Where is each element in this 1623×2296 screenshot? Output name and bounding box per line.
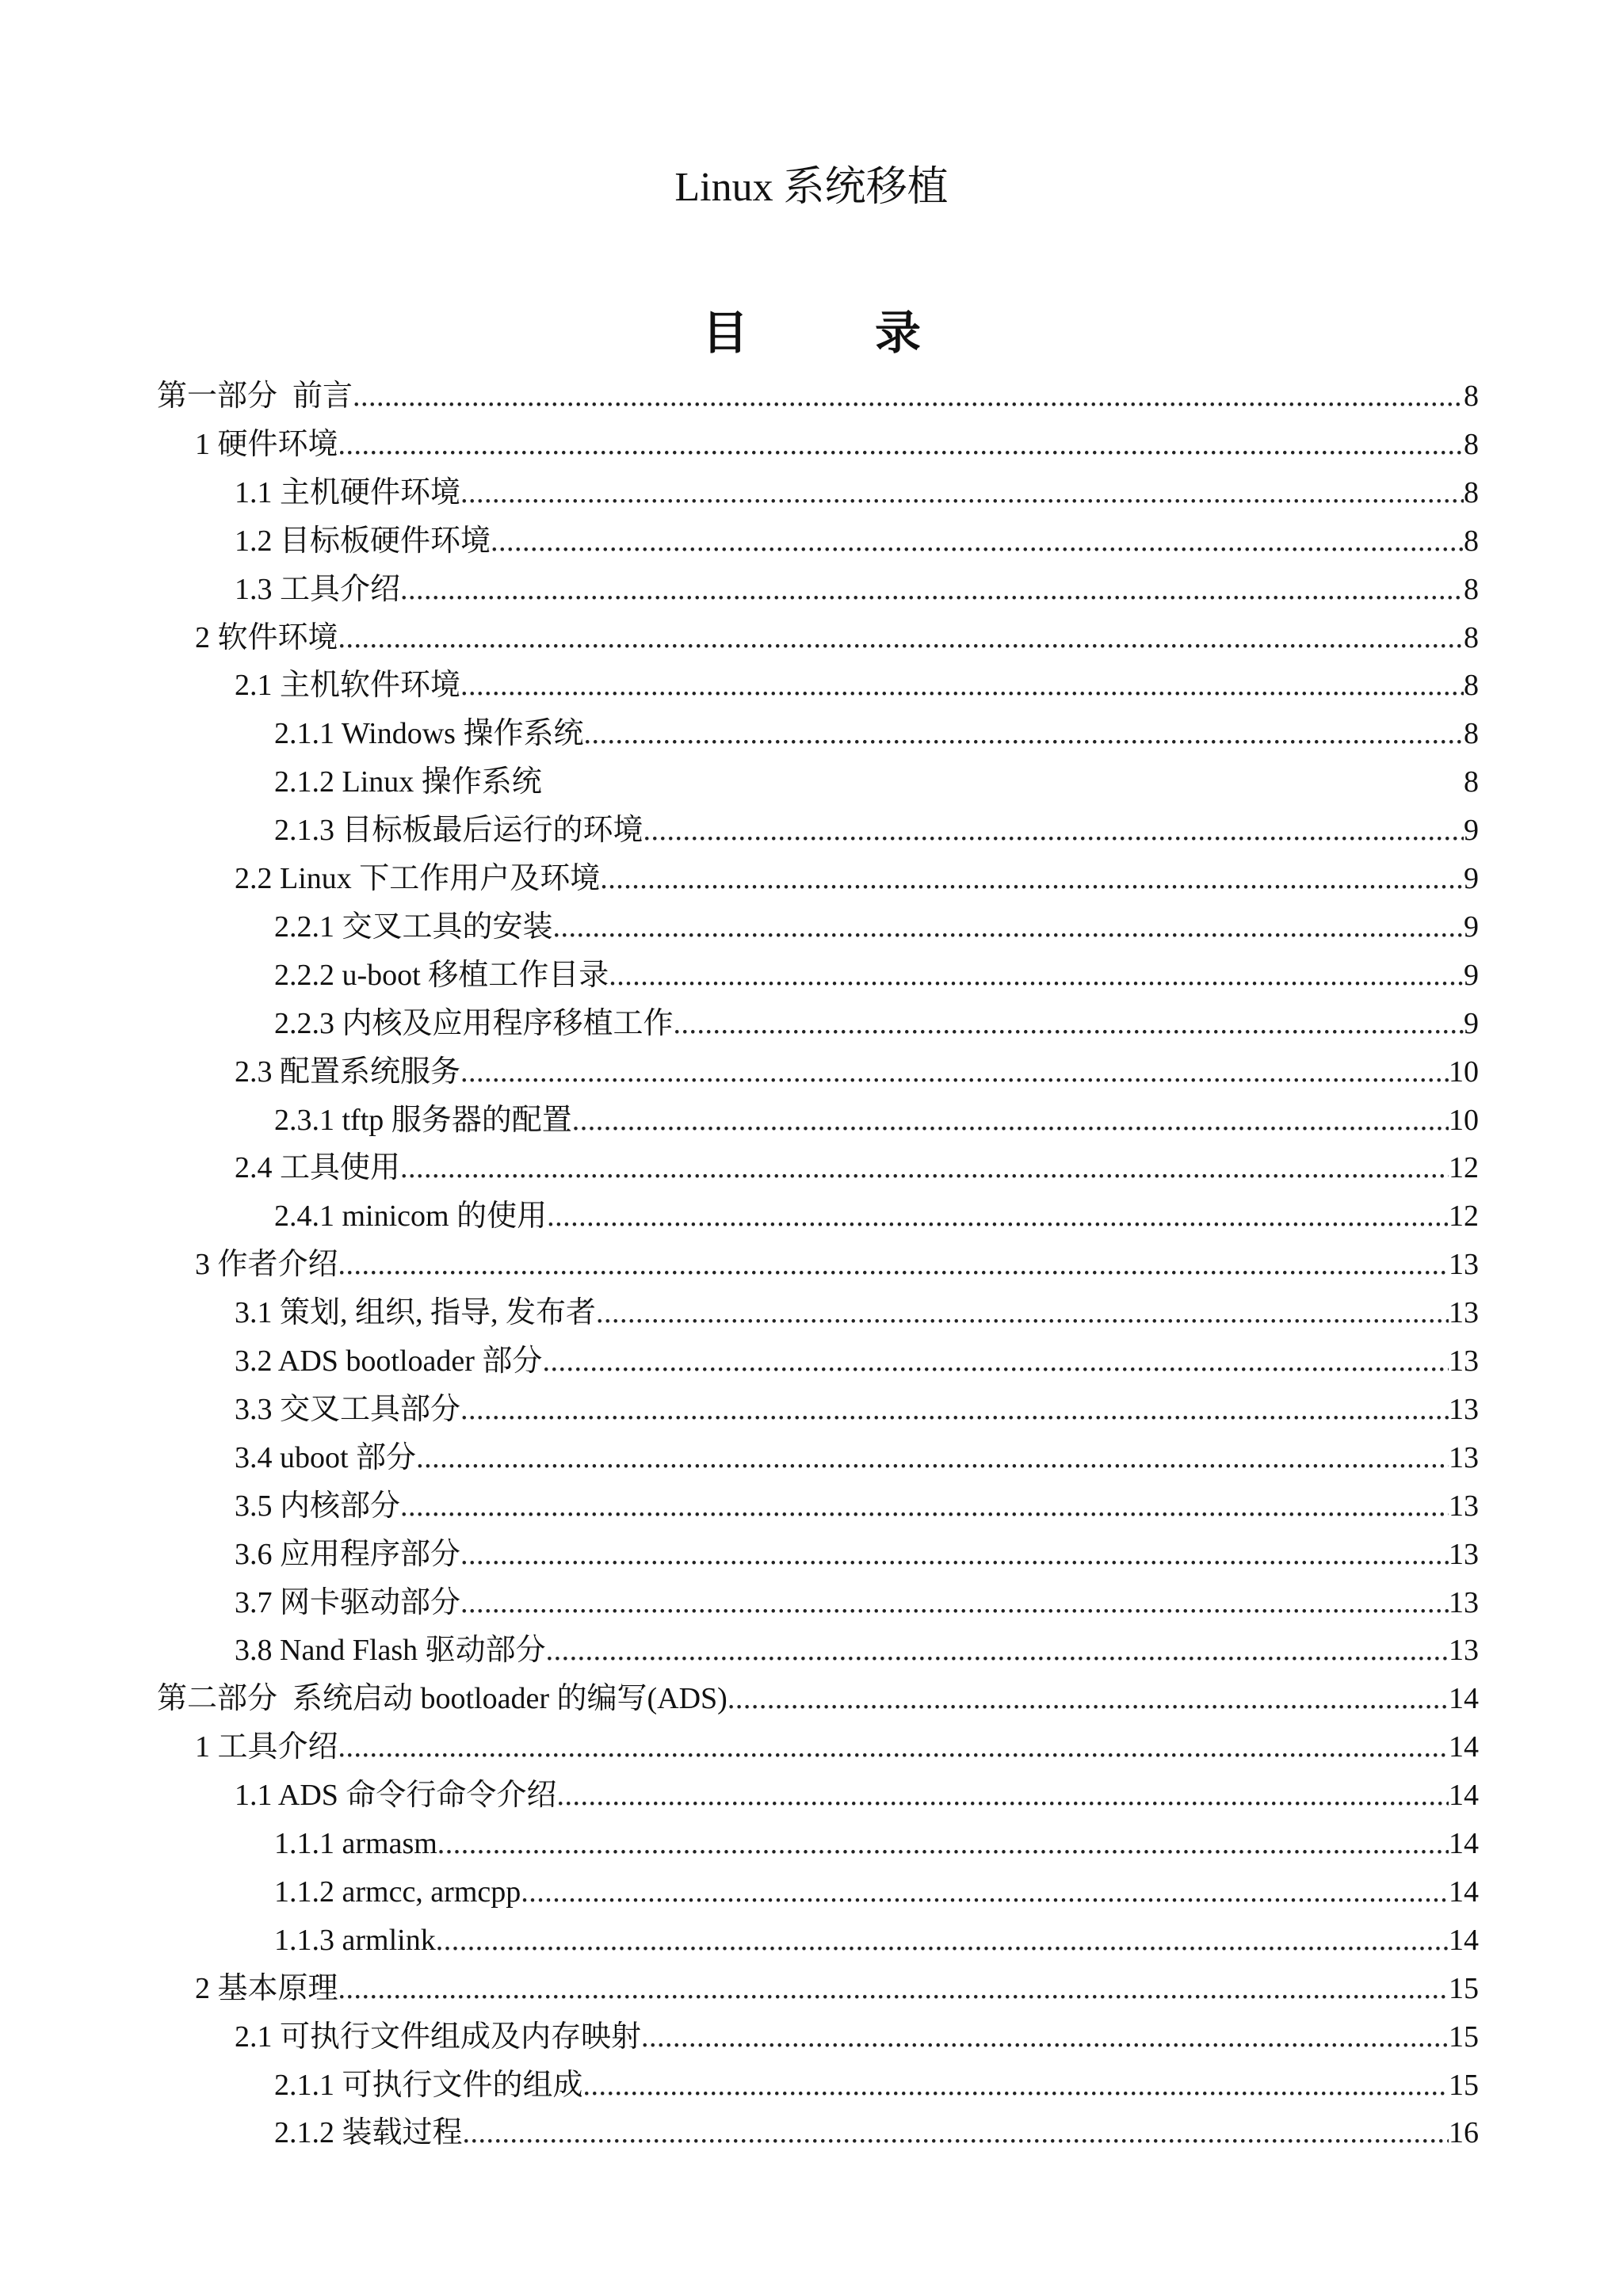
- toc-entry[interactable]: [157, 469, 1479, 512]
- toc-dot-leader: [727, 1680, 1449, 1718]
- toc-entry-page-number: 15: [1449, 2019, 1479, 2054]
- toc-entry-label: 第一部分 前言: [157, 379, 353, 413]
- toc-dot-leader: [338, 1728, 1449, 1766]
- toc-dot-leader: [674, 1005, 1464, 1043]
- toc-entry-page-number: 9: [1464, 1006, 1479, 1040]
- toc-dot-leader: [353, 377, 1464, 415]
- toc-entry-label: 2.3 配置系统服务: [235, 1055, 461, 1089]
- toc-entry[interactable]: [157, 1000, 1479, 1043]
- document-title: Linux 系统移植: [674, 165, 949, 210]
- toc-entry-label: 2.1.1 可执行文件的组成: [274, 2068, 583, 2102]
- toc-dot-leader: [338, 425, 1464, 463]
- toc-entry[interactable]: [157, 1531, 1479, 1573]
- toc-entry-label: 2.1.3 目标板最后运行的环境: [274, 814, 643, 848]
- toc-entry-page-number: 14: [1449, 1682, 1479, 1716]
- toc-entry[interactable]: [157, 566, 1479, 608]
- toc-entry[interactable]: [157, 1434, 1479, 1477]
- toc-entry-label: 2.1.2 Linux 操作系统: [274, 765, 542, 799]
- toc-dot-leader: [460, 1535, 1449, 1573]
- toc-entry-label: 2.2.1 交叉工具的安装: [274, 910, 553, 944]
- toc-entry[interactable]: [157, 1627, 1479, 1669]
- toc-entry[interactable]: [157, 1868, 1479, 1911]
- toc-entry[interactable]: [157, 372, 1479, 415]
- toc-dot-leader: [546, 1631, 1449, 1669]
- toc-entry-label: 2 基本原理: [195, 1971, 338, 2005]
- toc-dot-leader: [460, 474, 1464, 512]
- toc-entry[interactable]: [157, 421, 1479, 463]
- toc-entry-label: 1.3 工具介绍: [235, 572, 401, 606]
- toc-dot-leader: [491, 522, 1464, 560]
- toc-dot-leader: [460, 1390, 1449, 1428]
- toc-entry[interactable]: [157, 614, 1479, 657]
- toc-dot-leader: [416, 1439, 1449, 1477]
- toc-entry-page-number: 8: [1464, 765, 1479, 799]
- toc-entry[interactable]: [157, 2013, 1479, 2056]
- toc-entry-page-number: 10: [1449, 1055, 1479, 1089]
- toc-dot-leader: [400, 570, 1464, 608]
- toc-entry-label: 2.4 工具使用: [235, 1151, 401, 1185]
- toc-entry-page-number: 9: [1464, 862, 1479, 895]
- toc-entry[interactable]: [157, 1337, 1479, 1380]
- toc-entry-page-number: 8: [1464, 717, 1479, 751]
- toc-entry-page-number: 13: [1449, 1392, 1479, 1426]
- toc-entry[interactable]: [157, 758, 1479, 801]
- toc-entry-label: 1 硬件环境: [195, 427, 338, 461]
- toc-entry-label: 2 软件环境: [195, 620, 338, 654]
- toc-entry-label: 3.6 应用程序部分: [235, 1537, 461, 1571]
- toc-entry-label: 2.1 主机软件环境: [235, 669, 461, 703]
- toc-entry-page-number: 13: [1449, 1489, 1479, 1523]
- toc-dot-leader: [572, 1101, 1449, 1139]
- toc-entry[interactable]: [157, 1192, 1479, 1235]
- toc-entry-label: 3.7 网卡驱动部分: [235, 1585, 461, 1619]
- toc-dot-leader: [609, 956, 1464, 994]
- toc-dot-leader: [643, 811, 1464, 849]
- toc-entry-label: 3.5 内核部分: [235, 1489, 401, 1523]
- toc-entry-label: 1.1.2 armcc, armcpp: [274, 1875, 521, 1909]
- toc-entry-page-number: 14: [1449, 1779, 1479, 1813]
- toc-entry-label: 1 工具介绍: [195, 1730, 338, 1764]
- toc-entry[interactable]: [157, 1917, 1479, 1959]
- toc-entry-label: 3.1 策划, 组织, 指导, 发布者: [235, 1296, 597, 1330]
- toc-entry-label: 2.2.2 u-boot 移植工作目录: [274, 958, 609, 992]
- toc-dot-leader: [400, 1487, 1449, 1525]
- toc-entry[interactable]: [157, 1241, 1479, 1283]
- toc-entry[interactable]: [157, 710, 1479, 753]
- toc-dot-leader: [338, 1970, 1449, 2008]
- toc-entry-label: 1.2 目标板硬件环境: [235, 524, 491, 558]
- toc-entry-label: 2.3.1 tftp 服务器的配置: [274, 1103, 572, 1137]
- toc-entry-page-number: 10: [1449, 1103, 1479, 1137]
- toc-dot-leader: [338, 619, 1464, 657]
- toc-entry[interactable]: [157, 1386, 1479, 1428]
- toc-dot-leader: [556, 1776, 1449, 1814]
- toc-entry-page-number: 13: [1449, 1440, 1479, 1474]
- toc-entry-label: 2.4.1 minicom 的使用: [274, 1199, 548, 1234]
- toc-entry-label: 2.1.2 装载过程: [274, 2116, 463, 2150]
- toc-entry[interactable]: [157, 1289, 1479, 1332]
- toc-entry-page-number: 14: [1449, 1875, 1479, 1909]
- toc-entry-label: 1.1.1 armasm: [274, 1827, 437, 1860]
- toc-dot-leader: [460, 666, 1464, 704]
- toc-entry-page-number: 12: [1449, 1199, 1479, 1234]
- toc-entry-page-number: 8: [1464, 620, 1479, 654]
- toc-entry[interactable]: [157, 662, 1479, 704]
- toc-entry-label: 第二部分 系统启动 bootloader 的编写(ADS): [157, 1682, 727, 1716]
- toc-entry[interactable]: [157, 1097, 1479, 1139]
- toc-entry-label: 3 作者介绍: [195, 1248, 338, 1282]
- toc-entry[interactable]: [157, 1482, 1479, 1525]
- toc-dot-leader: [460, 1584, 1449, 1622]
- toc-entry-page-number: 16: [1449, 2116, 1479, 2150]
- toc-entry-page-number: 15: [1449, 2068, 1479, 2102]
- toc-dot-leader: [583, 2066, 1449, 2104]
- toc-entry[interactable]: [157, 1820, 1479, 1863]
- toc-entry[interactable]: [157, 952, 1479, 994]
- toc-dot-leader: [596, 1294, 1449, 1332]
- toc-entry[interactable]: [157, 1579, 1479, 1622]
- toc-entry[interactable]: [157, 1144, 1479, 1187]
- toc-dot-leader: [338, 1245, 1449, 1283]
- toc-dot-leader: [437, 1825, 1449, 1863]
- toc-entry-page-number: 13: [1449, 1537, 1479, 1571]
- toc-entry-label: 2.2 Linux 下工作用户及环境: [235, 862, 601, 895]
- toc-entry-label: 3.2 ADS bootloader 部分: [235, 1344, 543, 1378]
- toc-entry-page-number: 9: [1464, 958, 1479, 992]
- toc-entry[interactable]: [157, 517, 1479, 560]
- toc-entry-page-number: 8: [1464, 427, 1479, 461]
- toc-entry-page-number: 8: [1464, 475, 1479, 509]
- toc-entry-page-number: 14: [1449, 1730, 1479, 1764]
- toc-entry[interactable]: [157, 855, 1479, 898]
- toc-entry-page-number: 15: [1449, 1971, 1479, 2005]
- toc-entry-page-number: 12: [1449, 1151, 1479, 1185]
- toc-dot-leader: [436, 1921, 1449, 1959]
- toc-dot-leader: [553, 908, 1464, 946]
- toc-dot-leader: [583, 715, 1464, 753]
- toc-entry-label: 2.1.1 Windows 操作系统: [274, 717, 584, 751]
- toc-dot-leader: [463, 2114, 1449, 2152]
- toc-entry-page-number: 8: [1464, 524, 1479, 558]
- toc-entry-label: 3.3 交叉工具部分: [235, 1392, 461, 1426]
- toc-entry-label: 3.8 Nand Flash 驱动部分: [235, 1634, 546, 1668]
- toc-entry-page-number: 13: [1449, 1634, 1479, 1668]
- toc-dot-leader: [600, 860, 1464, 898]
- toc-entry-page-number: 13: [1449, 1344, 1479, 1378]
- toc-entry-page-number: 13: [1449, 1296, 1479, 1330]
- toc-dot-leader: [542, 1342, 1449, 1380]
- toc-entry[interactable]: [157, 807, 1479, 849]
- toc-entry[interactable]: [157, 903, 1479, 946]
- toc-dot-leader: [400, 1149, 1449, 1187]
- toc-entry-label: 3.4 uboot 部分: [235, 1440, 417, 1474]
- toc-entry[interactable]: [157, 1723, 1479, 1766]
- toc-entry[interactable]: [157, 1048, 1479, 1091]
- toc-entry-page-number: 13: [1449, 1585, 1479, 1619]
- toc-entry[interactable]: [157, 1772, 1479, 1814]
- toc-entry-label: 1.1 主机硬件环境: [235, 475, 461, 509]
- toc-entry[interactable]: [157, 1965, 1479, 2008]
- toc-entry-page-number: 14: [1449, 1827, 1479, 1860]
- toc-entry-page-number: 13: [1449, 1248, 1479, 1282]
- toc-dot-leader: [521, 1873, 1449, 1911]
- toc-entry-page-number: 9: [1464, 910, 1479, 944]
- toc-entry-label: 2.2.3 内核及应用程序移植工作: [274, 1006, 674, 1040]
- toc-entry[interactable]: [157, 1675, 1479, 1718]
- toc-entry-page-number: 9: [1464, 814, 1479, 848]
- toc-dot-leader: [460, 1053, 1449, 1091]
- toc-dot-leader: [641, 2018, 1449, 2056]
- toc-entry-label: 2.1 可执行文件组成及内存映射: [235, 2019, 642, 2054]
- toc-entry-page-number: 8: [1464, 669, 1479, 703]
- toc-dot-leader: [547, 1197, 1449, 1235]
- toc-entry[interactable]: [157, 2061, 1479, 2104]
- toc-entry-page-number: 14: [1449, 1923, 1479, 1957]
- toc-entry-page-number: 8: [1464, 379, 1479, 413]
- toc-heading: 目录: [701, 307, 1048, 359]
- toc-entry[interactable]: [157, 2109, 1479, 2152]
- toc-entry-page-number: 8: [1464, 572, 1479, 606]
- toc-entry-label: 1.1 ADS 命令行命令介绍: [235, 1779, 557, 1813]
- toc-entry-label: 1.1.3 armlink: [274, 1923, 436, 1957]
